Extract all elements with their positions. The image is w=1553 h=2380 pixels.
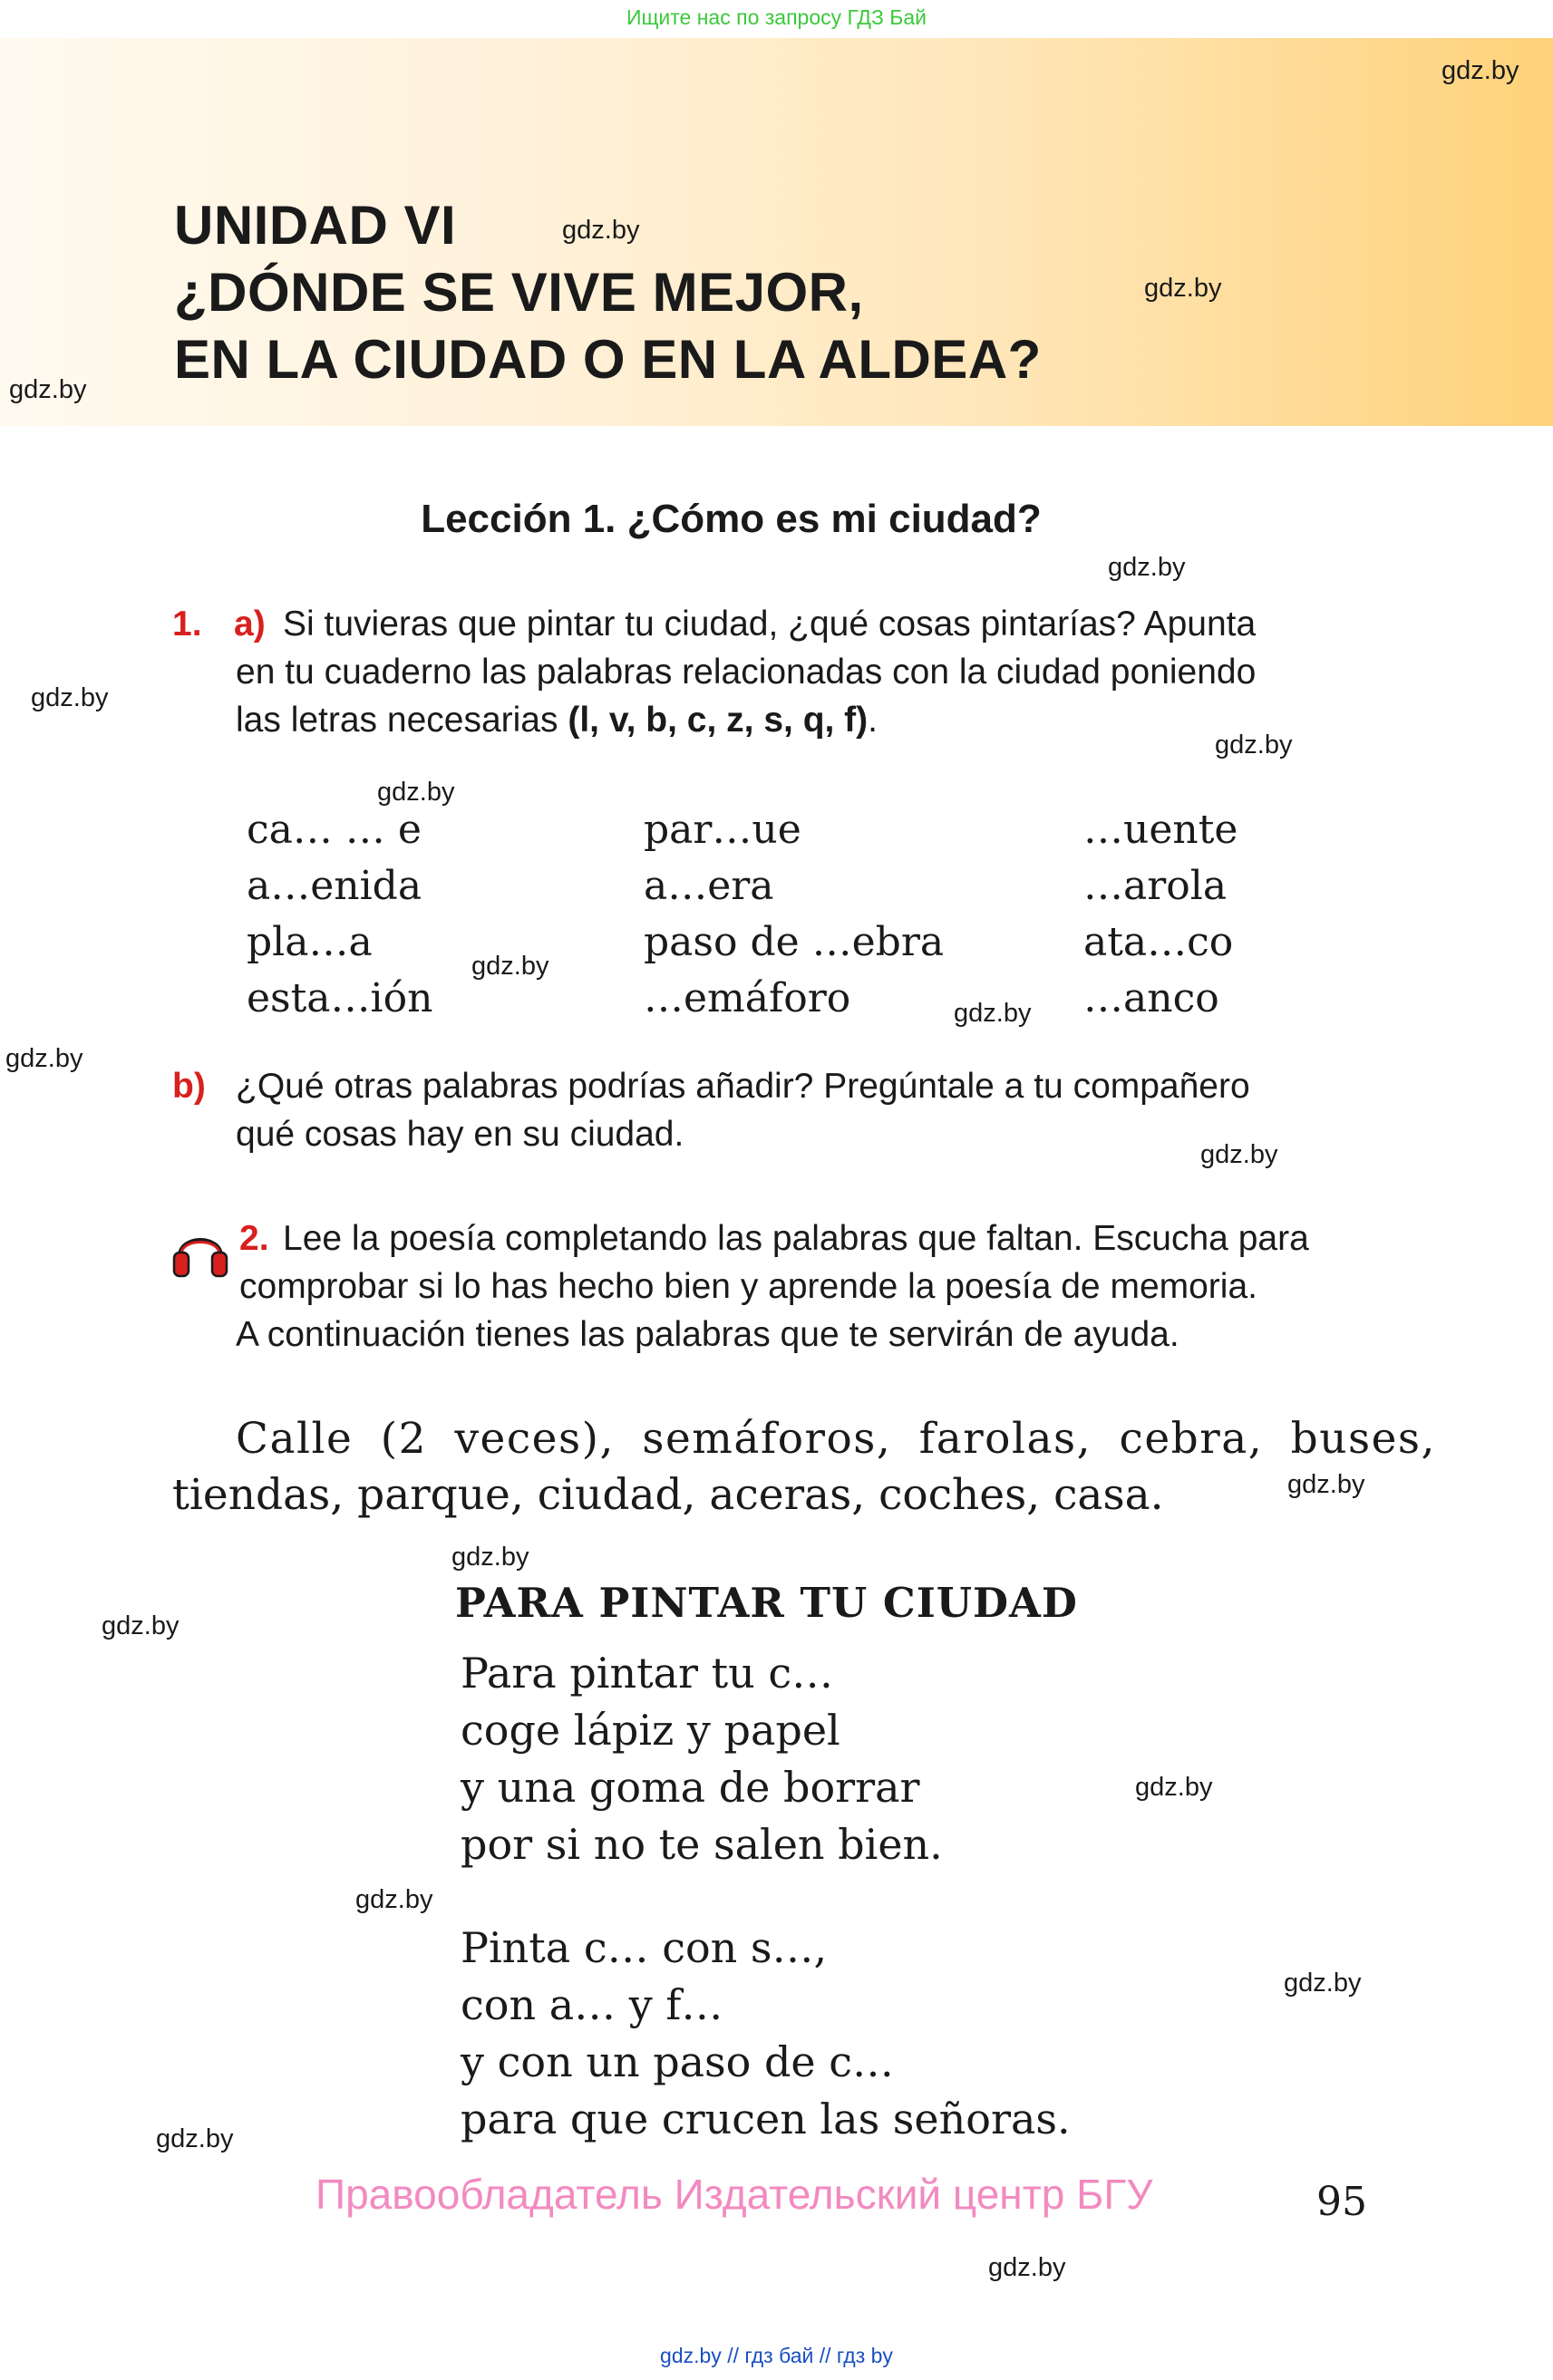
word-item: paso de …ebra <box>644 919 945 965</box>
word-item: …arola <box>1083 863 1228 909</box>
exercise-1a-text-line1: Si tuvieras que pintar tu ciudad, ¿qué cosas pintarías? Apunta <box>283 605 1257 643</box>
watermark: gdz.by <box>988 2253 1066 2282</box>
unit-number: UNIDAD VI <box>174 195 457 256</box>
watermark: gdz.by <box>156 2124 234 2153</box>
word-item: ata…co <box>1083 919 1234 965</box>
unit-title-line2: EN LA CIUDAD O EN LA ALDEA? <box>174 329 1042 390</box>
exercise-1a-letters: (l, v, b, c, z, s, q, f) <box>568 701 869 740</box>
exercise-1b-text-line2: qué cosas hay en su ciudad. <box>236 1115 684 1154</box>
poem-line: con a… y f… <box>461 1980 723 2029</box>
watermark: gdz.by <box>5 1044 83 1073</box>
watermark: gdz.by <box>1441 56 1519 85</box>
watermark: gdz.by <box>377 778 455 807</box>
help-words-line2: tiendas, parque, ciudad, aceras, coches, casa. <box>172 1470 1164 1520</box>
top-search-note: Ищите нас по запросу ГДЗ Бай <box>626 5 927 29</box>
watermark: gdz.by <box>102 1611 180 1640</box>
exercise-1a-text-line3 <box>236 696 878 744</box>
poem-line: por si no te salen bien. <box>461 1820 943 1869</box>
headphones-icon <box>169 1218 232 1282</box>
exercise-2-text-line2: comprobar si lo has hecho bien y aprende la poesía de memoria. <box>239 1267 1257 1306</box>
watermark: gdz.by <box>1108 553 1186 582</box>
poem-line: y con un paso de c… <box>461 2037 895 2086</box>
watermark: gdz.by <box>31 683 109 712</box>
exercise-1b-label: b) <box>172 1067 206 1106</box>
watermark: gdz.by <box>1144 274 1222 303</box>
poem-line: Para pintar tu c… <box>461 1649 834 1698</box>
word-item: …emáforo <box>644 975 851 1021</box>
poem-line: y una goma de borrar <box>461 1763 920 1812</box>
exercise-2-number: 2. <box>239 1219 269 1258</box>
exercise-1a-text-line2: en tu cuaderno las palabras relacionadas con la ciudad poniendo <box>236 653 1257 692</box>
exercise-2-text-line3: A continuación tienes las palabras que te servirán de ayuda. <box>236 1315 1179 1354</box>
word-item: ca… … e <box>247 807 422 853</box>
exercise-1a-text-line3-start: las letras necesarias <box>236 701 568 740</box>
watermark: gdz.by <box>1200 1140 1278 1169</box>
word-item: esta…ión <box>247 975 433 1021</box>
watermark: gdz.by <box>954 999 1032 1028</box>
poem-title: PARA PINTAR TU CIUDAD <box>455 1579 1078 1627</box>
exercise-1a-text-line3-end: . <box>868 701 878 740</box>
watermark: gdz.by <box>1135 1773 1213 1802</box>
help-words-line1: Calle (2 veces), semáforos, farolas, cebra, buses, <box>236 1414 1436 1464</box>
watermark: gdz.by <box>471 952 549 981</box>
exercise-1a-label: a) <box>234 605 266 643</box>
word-item: par…ue <box>644 807 801 853</box>
watermark: gdz.by <box>1284 1969 1362 1998</box>
watermark: gdz.by <box>562 216 640 245</box>
watermark: gdz.by <box>9 375 87 404</box>
poem-line: coge lápiz y papel <box>461 1706 840 1755</box>
watermark: gdz.by <box>1215 730 1293 759</box>
footer-links: gdz.by // гдз бай // гдз by <box>660 2344 893 2367</box>
word-item: a…era <box>644 863 774 909</box>
word-item: …uente <box>1083 807 1238 853</box>
poem-line: Pinta c… con s…, <box>461 1923 828 1972</box>
word-item: …anco <box>1083 975 1219 1021</box>
poem-line: para que crucen las señoras. <box>461 2095 1071 2143</box>
lesson-title: Lección 1. ¿Cómo es mi ciudad? <box>421 497 1042 541</box>
page-number: 95 <box>1316 2179 1367 2225</box>
word-item: pla…a <box>247 919 373 965</box>
unit-title-line1: ¿DÓNDE SE VIVE MEJOR, <box>174 262 864 323</box>
watermark: gdz.by <box>1287 1470 1365 1499</box>
exercise-1-number: 1. <box>172 605 202 643</box>
exercise-1b-text-line1: ¿Qué otras palabras podrías añadir? Pregúntale a tu compañero <box>236 1067 1250 1106</box>
watermark: gdz.by <box>355 1885 433 1914</box>
rights-holder: Правообладатель Издательский центр БГУ <box>315 2171 1153 2218</box>
exercise-2-text-line1: Lee la poesía completando las palabras que faltan. Escucha para <box>283 1219 1309 1258</box>
watermark: gdz.by <box>451 1543 529 1572</box>
word-item: a…enida <box>247 863 422 909</box>
